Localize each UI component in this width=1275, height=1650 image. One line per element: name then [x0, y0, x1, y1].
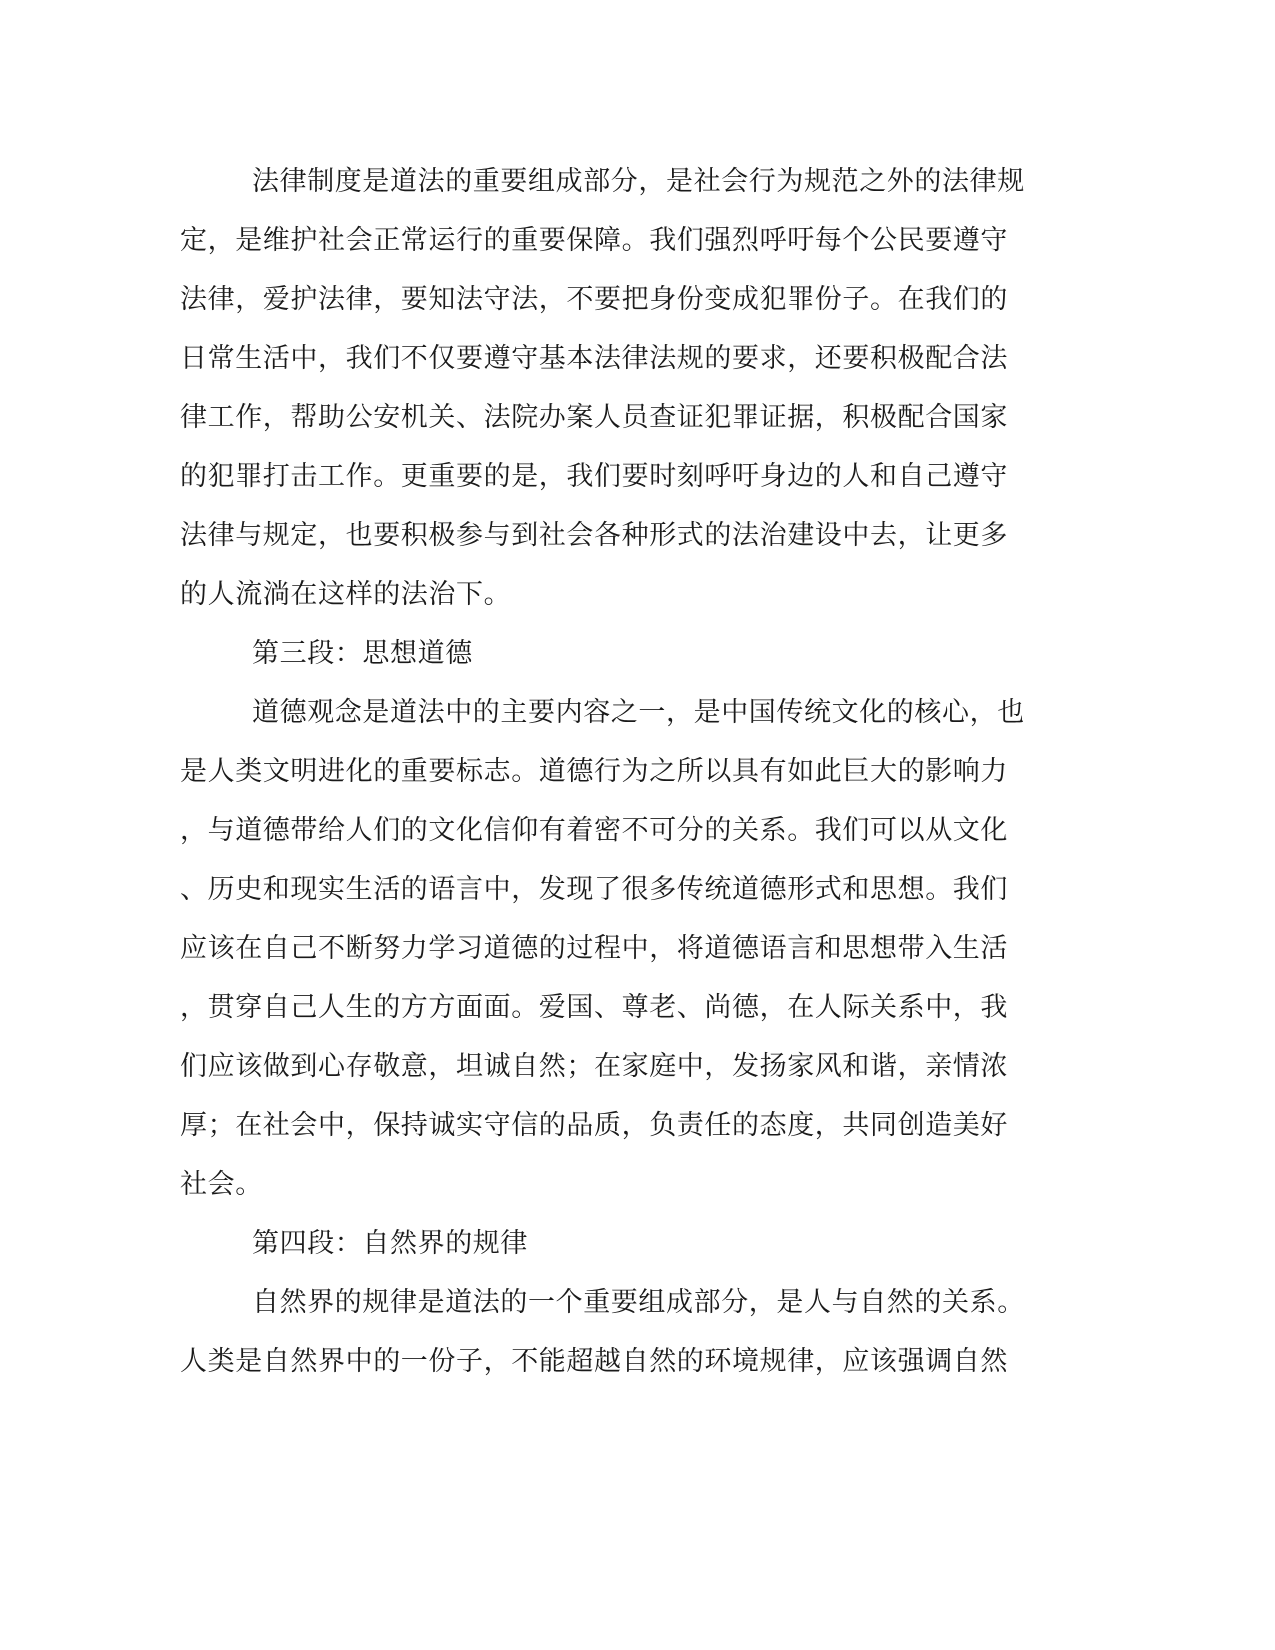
body-line: ，贯穿自己人生的方方面面。爱国、尊老、尚德，在人际关系中，我 — [180, 992, 1008, 1023]
section-heading: 第四段：自然界的规律 — [252, 1228, 528, 1259]
body-line: 律工作，帮助公安机关、法院办案人员查证犯罪证据，积极配合国家 — [180, 402, 1008, 433]
body-line: 法律制度是道法的重要组成部分，是社会行为规范之外的法律规 — [252, 166, 1025, 197]
body-line: 自然界的规律是道法的一个重要组成部分，是人与自然的关系。 — [252, 1287, 1025, 1318]
section-heading: 第三段：思想道德 — [252, 638, 473, 669]
body-line: 的犯罪打击工作。更重要的是，我们要时刻呼吁身边的人和自己遵守 — [180, 461, 1008, 492]
body-line: 法律与规定，也要积极参与到社会各种形式的法治建设中去，让更多 — [180, 520, 1008, 551]
body-line: 、历史和现实生活的语言中，发现了很多传统道德形式和思想。我们 — [180, 874, 1008, 905]
body-line: 人类是自然界中的一份子，不能超越自然的环境规律，应该强调自然 — [180, 1346, 1008, 1377]
body-line: 日常生活中，我们不仅要遵守基本法律法规的要求，还要积极配合法 — [180, 343, 1008, 374]
body-line: 是人类文明进化的重要标志。道德行为之所以具有如此巨大的影响力 — [180, 756, 1008, 787]
body-line: ，与道德带给人们的文化信仰有着密不可分的关系。我们可以从文化 — [180, 815, 1008, 846]
body-line: 社会。 — [180, 1169, 263, 1200]
body-line: 道德观念是道法中的主要内容之一，是中国传统文化的核心，也 — [252, 697, 1025, 728]
body-line: 厚；在社会中，保持诚实守信的品质，负责任的态度，共同创造美好 — [180, 1110, 1008, 1141]
body-line: 法律，爱护法律，要知法守法，不要把身份变成犯罪份子。在我们的 — [180, 284, 1008, 315]
body-line: 定，是维护社会正常运行的重要保障。我们强烈呼吁每个公民要遵守 — [180, 225, 1008, 256]
body-line: 们应该做到心存敬意，坦诚自然；在家庭中，发扬家风和谐，亲情浓 — [180, 1051, 1008, 1082]
body-line: 应该在自己不断努力学习道德的过程中，将道德语言和思想带入生活 — [180, 933, 1008, 964]
body-line: 的人流淌在这样的法治下。 — [180, 579, 512, 610]
